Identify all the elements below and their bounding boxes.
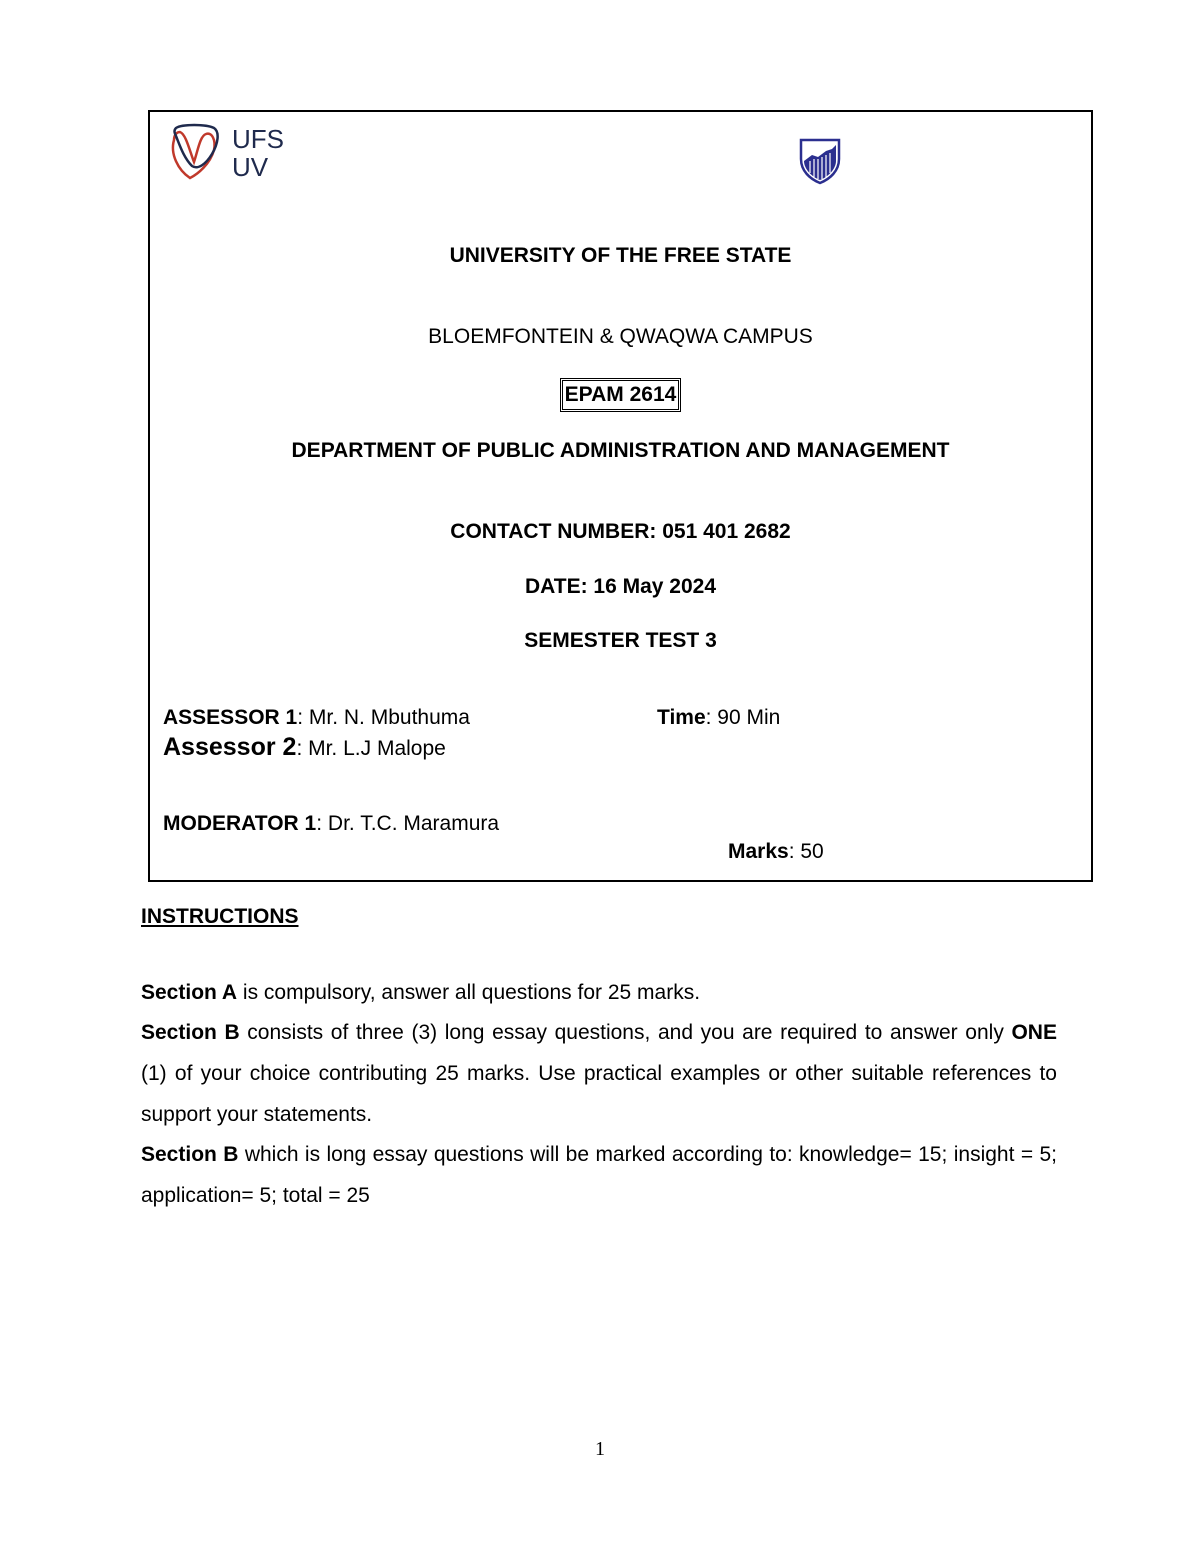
section-b-label: Section B — [141, 1021, 240, 1044]
section-a-text: is compulsory, answer all questions for 25 marks. — [237, 981, 701, 1004]
ufs-logo-icon — [168, 120, 298, 182]
test-date: DATE: 16 May 2024 — [524, 575, 717, 598]
test-title: SEMESTER TEST 3 — [524, 629, 717, 652]
campus-line: BLOEMFONTEIN & QWAQWA CAMPUS — [428, 325, 813, 348]
assessor-1 — [163, 706, 470, 730]
logo-text-uv: UV — [232, 152, 269, 182]
instruction-section-b-marking — [141, 1134, 1057, 1216]
marks-value: : 50 — [788, 840, 824, 863]
marks-label: Marks — [728, 840, 789, 863]
section-b-marking-text: which is long essay questions will be marked according to: knowledge= 15; insight = 5; application= 5; total = 25 — [141, 1143, 1057, 1207]
section-b-marking-label: Section B — [141, 1143, 239, 1166]
assessor-1-value: : Mr. N. Mbuthuma — [297, 706, 470, 729]
module-code: EPAM 2614 — [560, 378, 682, 412]
time-value: : 90 Min — [705, 706, 781, 729]
section-b-one: ONE — [1011, 1021, 1057, 1044]
moderator-1 — [163, 812, 499, 836]
department-line: DEPARTMENT OF PUBLIC ADMINISTRATION AND MANAGEMENT — [291, 439, 950, 462]
contact-number: CONTACT NUMBER: 051 401 2682 — [450, 520, 791, 543]
university-title: UNIVERSITY OF THE FREE STATE — [449, 244, 792, 267]
section-a-label: Section A — [141, 981, 238, 1004]
time-allowed — [657, 706, 780, 730]
time-label: Time — [657, 706, 706, 729]
shield-crest-icon — [798, 137, 842, 185]
logo-text-ufs: UFS — [232, 124, 284, 154]
page-number: 1 — [595, 1438, 605, 1460]
cover-box — [148, 110, 1093, 882]
assessor-2 — [163, 733, 446, 762]
instructions-heading: INSTRUCTIONS — [141, 905, 299, 928]
moderator-1-label: MODERATOR 1 — [163, 812, 317, 835]
section-b-text-b: (1) of your choice contributing 25 marks. Use practical examples or other suitable references to support your statements. — [141, 1062, 1057, 1126]
total-marks — [728, 840, 824, 864]
instruction-section-b — [141, 1012, 1057, 1135]
section-b-text-a: consists of three (3) long essay questions, and you are required to answer only — [239, 1021, 1012, 1044]
assessor-2-value: : Mr. L.J Malope — [296, 737, 446, 760]
module-code-wrapper — [148, 378, 1093, 412]
assessor-2-label: Assessor 2 — [163, 733, 297, 761]
moderator-1-value: : Dr. T.C. Maramura — [316, 812, 500, 835]
instruction-section-a — [141, 972, 1057, 1013]
assessor-1-label: ASSESSOR 1 — [163, 706, 298, 729]
